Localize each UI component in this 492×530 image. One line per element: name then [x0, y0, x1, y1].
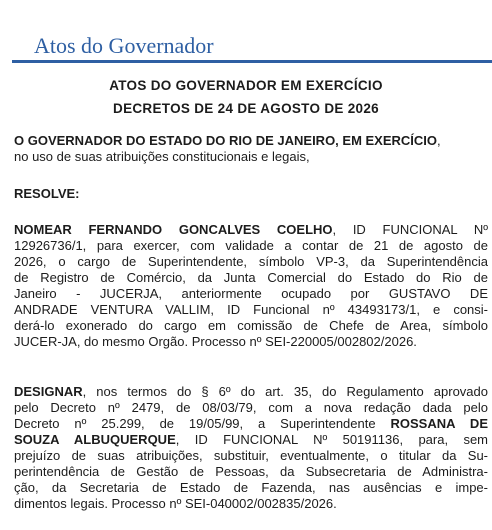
nomear-line-3: 2026, o cargo de Superintendente, símbolo VP-3, da Superintendência	[14, 254, 488, 269]
paragraph-nomear	[14, 222, 488, 350]
nomear-line-1: NOMEAR FERNANDO GONCALVES COELHO, ID FUNCIONAL Nº	[14, 222, 488, 237]
intro-line-1: O GOVERNADOR DO ESTADO DO RIO DE JANEIRO, EM EXERCÍCIO,	[14, 133, 441, 148]
nomear-line-5: Janeiro - JUCERJA, anteriormente ocupado por GUSTAVO DE	[14, 286, 488, 301]
intro-paragraph	[14, 133, 488, 165]
nomear-line-6: ANDRADE VENTURA VALLIM, ID Funcional nº 43493173/1, e consi-	[14, 302, 488, 317]
heading-acts: ATOS DO GOVERNADOR EM EXERCÍCIO	[109, 78, 383, 93]
section-title: Atos do Governador	[34, 33, 214, 58]
title-rule	[12, 60, 492, 63]
heading-decrees-date: DECRETOS DE 24 DE AGOSTO DE 2026	[113, 101, 379, 116]
designar-line-7: ção, da Secretaria de Estado de Fazenda, nas ausências e impe-	[14, 480, 488, 495]
designar-line-5: prejuízo de suas atribuições, substituir, eventualmente, o titular da Su-	[14, 448, 488, 463]
resolve-label: RESOLVE:	[14, 186, 80, 201]
designar-line-6: perintendência de Gestão de Pessoas, da Subsecretaria de Administra-	[14, 464, 488, 479]
nomear-line-4: de Registro de Comércio, da Junta Comercial do Estado do Rio de	[14, 270, 488, 285]
designar-line-1: DESIGNAR, nos termos do § 6º do art. 35, do Regulamento aprovado	[14, 384, 488, 399]
nomear-line-8: JUCER-JA, do mesmo Orgão. Processo nº SEI-220005/002802/2026.	[14, 334, 417, 349]
intro-line-2: no uso de suas atribuições constitucionais e legais,	[14, 149, 310, 164]
nomear-line-7: derá-lo exonerado do cargo em comissão de Chefe de Area, símbolo	[14, 318, 488, 333]
designar-line-4: SOUZA ALBUQUERQUE, ID FUNCIONAL Nº 50191136, para, sem	[14, 432, 489, 447]
intro-governor: O GOVERNADOR DO ESTADO DO RIO DE JANEIRO, EM EXERCÍCIO	[14, 133, 438, 148]
nomear-line-2: 12926736/1, para exercer, com validade a contar de 21 de agosto de	[14, 238, 488, 253]
designar-line-8: dimentos legais. Processo nº SEI-040002/002835/2026.	[14, 496, 337, 511]
designar-line-3: Decreto nº 25.299, de 19/05/99, a Superintendente ROSSANA DE	[14, 416, 488, 431]
paragraph-designar	[14, 384, 488, 512]
designar-line-2: pelo Decreto nº 2479, de 08/03/79, com a nova redação dada pelo	[14, 400, 488, 415]
